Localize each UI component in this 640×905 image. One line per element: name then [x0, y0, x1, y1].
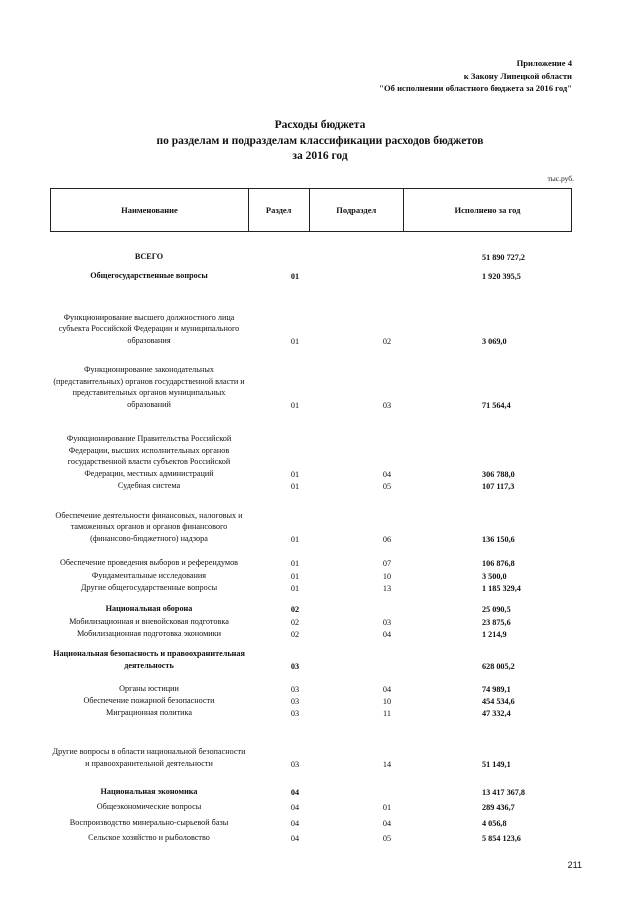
title-line-2: по разделам и подразделам классификации расходов бюджетов: [156, 134, 484, 147]
row-value: 51 890 727,2: [482, 253, 525, 262]
document-title: [0, 118, 640, 165]
table-row: [50, 831, 572, 843]
row-section: 01: [290, 559, 300, 568]
table-row: [50, 800, 572, 812]
header-subsection: Подраздел: [310, 189, 404, 231]
row-name: Обеспечение пожарной безопасности: [83, 695, 215, 705]
row-name: Сельское хозяйство и рыболовство: [88, 832, 210, 842]
row-subsection: 05: [382, 834, 392, 843]
table-row: [50, 733, 572, 769]
table-row: [50, 706, 572, 718]
header-name: Наименование: [51, 189, 249, 231]
row-subsection: 04: [382, 630, 392, 639]
row-value: 107 117,3: [482, 482, 515, 491]
row-name: Органы юстиции: [119, 683, 179, 693]
row-section: 04: [290, 819, 300, 828]
row-value: 1 214,9: [482, 630, 507, 639]
page-number: 211: [567, 860, 582, 870]
annex-line-3: "Об исполнении областного бюджета за 2016 год": [379, 83, 572, 93]
row-subsection: 04: [382, 685, 392, 694]
row-name: Воспроизводство минерально-сырьевой базы: [69, 817, 229, 827]
row-name: Функционирование Правительства Российской Федерации, высших исполнительных органов государственной власти субъектов Российской Федерации, местных администраций: [66, 434, 232, 478]
row-value: 4 056,8: [482, 819, 507, 828]
table-row: [50, 310, 572, 346]
row-name: Функционирование законодательных (представительных) органов государственной власти и представительных органов муниципальных образований: [53, 365, 245, 409]
row-subsection: 05: [382, 482, 392, 491]
row-section: 03: [290, 760, 300, 769]
table-row: [50, 250, 572, 262]
row-section: 01: [290, 337, 300, 346]
row-subsection: 07: [382, 559, 392, 568]
row-subsection: 02: [382, 337, 392, 346]
row-name: Общегосударственные вопросы: [90, 270, 208, 280]
row-subsection: 01: [382, 803, 392, 812]
row-value: 1 185 329,4: [482, 584, 521, 593]
row-subsection: 04: [382, 470, 392, 479]
row-name: Другие вопросы в области национальной безопасности и правоохранительной деятельности: [52, 747, 246, 768]
row-name: Национальная оборона: [105, 603, 193, 613]
row-name: Общеэкономические вопросы: [96, 801, 202, 811]
row-subsection: 10: [382, 572, 392, 581]
row-value: 23 875,6: [482, 618, 511, 627]
row-value: 3 500,0: [482, 572, 507, 581]
row-value: 5 854 123,6: [482, 834, 521, 843]
row-value: 47 332,4: [482, 709, 511, 718]
title-line-3: за 2016 год: [292, 150, 348, 162]
row-name: Обеспечение деятельности финансовых, налоговых и таможенных органов и органов финансового (финансово-бюджетного) надзора: [55, 510, 243, 543]
row-section: 01: [290, 401, 300, 410]
row-value: 306 788,0: [482, 470, 515, 479]
row-name: ВСЕГО: [134, 251, 164, 261]
row-value: 454 534,6: [482, 697, 515, 706]
row-value: 3 069,0: [482, 337, 507, 346]
row-name: Миграционная политика: [105, 707, 193, 717]
row-section: 03: [290, 662, 300, 671]
table-row: [50, 694, 572, 706]
row-section: 01: [290, 470, 300, 479]
annex-line-1: Приложение 4: [516, 58, 572, 68]
row-name: Мобилизационная подготовка экономики: [76, 628, 222, 638]
row-subsection: 04: [382, 819, 392, 828]
row-value: 628 005,2: [482, 662, 515, 671]
row-section: 02: [290, 630, 300, 639]
table-row: [50, 602, 572, 614]
row-name: Обеспечение проведения выборов и референдумов: [59, 557, 239, 567]
row-value: 51 149,1: [482, 760, 511, 769]
table-row: [50, 581, 572, 593]
row-section: 02: [290, 618, 300, 627]
annex-line-2: к Закону Липецкой области: [463, 70, 572, 81]
row-section: 01: [290, 584, 300, 593]
row-subsection: 14: [382, 760, 392, 769]
row-section: 03: [290, 697, 300, 706]
table-row: [50, 269, 572, 281]
units-label: тыс.руб.: [547, 174, 574, 183]
row-section: 04: [290, 834, 300, 843]
row-value: 13 417 367,8: [482, 788, 525, 797]
header-section: Раздел: [249, 189, 310, 231]
table-row: [50, 682, 572, 694]
title-line-1: Расходы бюджета: [274, 119, 366, 131]
row-section: 01: [290, 572, 300, 581]
row-name: Судебная система: [117, 480, 181, 490]
row-section: 03: [290, 685, 300, 694]
row-value: 106 876,8: [482, 559, 515, 568]
row-name: Другие общегосударственные вопросы: [80, 582, 218, 592]
table-row: [50, 508, 572, 544]
table-row: [50, 362, 572, 410]
row-name: Функционирование высшего должностного лица субъекта Российской Федерации и муниципального образования: [58, 312, 240, 345]
row-subsection: 13: [382, 584, 392, 593]
row-subsection: 03: [382, 618, 392, 627]
row-section: 01: [290, 482, 300, 491]
row-value: 289 436,7: [482, 803, 515, 812]
row-subsection: 10: [382, 697, 392, 706]
row-value: 74 989,1: [482, 685, 511, 694]
table-row: [50, 647, 572, 671]
row-name: Национальная экономика: [100, 786, 198, 796]
row-section: 04: [290, 803, 300, 812]
header-executed: Исполнено за год: [454, 205, 521, 215]
table-row: [50, 785, 572, 797]
row-subsection: 06: [382, 535, 392, 544]
row-section: 01: [290, 535, 300, 544]
table-row: [50, 431, 572, 479]
table-row: [50, 569, 572, 581]
table-row: [50, 615, 572, 627]
table-header: [50, 188, 572, 232]
row-subsection: 03: [382, 401, 392, 410]
table-row: [50, 479, 572, 491]
row-value: 71 564,4: [482, 401, 511, 410]
table-row: [50, 544, 572, 568]
row-section: 01: [290, 272, 300, 281]
row-name: Национальная безопасность и правоохранительная деятельность: [53, 649, 245, 670]
row-value: 1 920 395,5: [482, 272, 521, 281]
row-section: 04: [290, 788, 300, 797]
row-name: Мобилизационная и вневойсковая подготовка: [69, 616, 229, 626]
table-row: [50, 816, 572, 828]
row-value: 136 150,6: [482, 535, 515, 544]
row-subsection: 11: [383, 709, 391, 718]
table-row: [50, 627, 572, 639]
row-name: Фундаментальные исследования: [91, 570, 207, 580]
row-section: 03: [290, 709, 300, 718]
row-section: 02: [290, 605, 300, 614]
annex-note: [379, 57, 572, 95]
row-value: 25 090,5: [482, 605, 511, 614]
